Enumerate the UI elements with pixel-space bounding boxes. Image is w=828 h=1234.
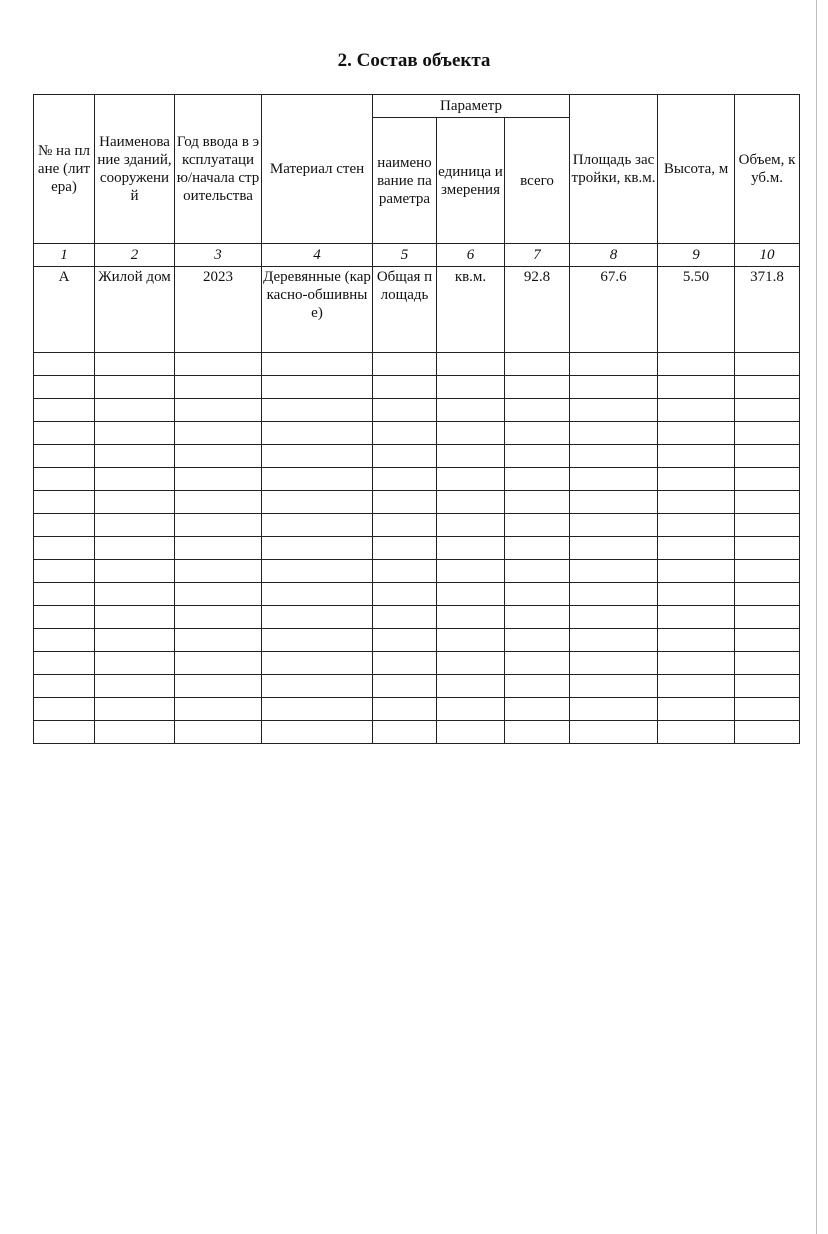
- column-number: 10: [735, 244, 800, 267]
- header-material: Материал стен: [262, 95, 373, 244]
- empty-cell: [570, 560, 658, 583]
- empty-cell: [505, 537, 570, 560]
- header-total: всего: [505, 118, 570, 244]
- empty-cell: [570, 652, 658, 675]
- column-number: 4: [262, 244, 373, 267]
- empty-cell: [95, 445, 175, 468]
- empty-cell: [570, 606, 658, 629]
- empty-cell: [373, 583, 437, 606]
- empty-cell: [735, 399, 800, 422]
- table-row: [34, 267, 800, 353]
- empty-cell: [373, 721, 437, 744]
- empty-cell: [735, 606, 800, 629]
- empty-cell: [505, 629, 570, 652]
- empty-cell: [437, 698, 505, 721]
- empty-cell: [570, 422, 658, 445]
- empty-cell: [437, 468, 505, 491]
- header-build-area: Площадь застройки, кв.м.: [570, 95, 658, 244]
- empty-cell: [373, 491, 437, 514]
- empty-cell: [262, 514, 373, 537]
- empty-cell: [95, 468, 175, 491]
- empty-table-row: [34, 583, 800, 606]
- empty-cell: [658, 445, 735, 468]
- empty-table-row: [34, 468, 800, 491]
- empty-cell: [175, 537, 262, 560]
- column-number: 3: [175, 244, 262, 267]
- empty-cell: [658, 606, 735, 629]
- cell-year: 2023: [175, 267, 262, 353]
- empty-cell: [34, 652, 95, 675]
- empty-cell: [735, 629, 800, 652]
- empty-cell: [735, 537, 800, 560]
- empty-cell: [505, 353, 570, 376]
- empty-cell: [570, 445, 658, 468]
- cell-litera: А: [34, 267, 95, 353]
- empty-cell: [437, 399, 505, 422]
- empty-cell: [373, 514, 437, 537]
- empty-table-row: [34, 721, 800, 744]
- empty-table-row: [34, 629, 800, 652]
- empty-cell: [95, 606, 175, 629]
- empty-cell: [34, 468, 95, 491]
- empty-cell: [175, 399, 262, 422]
- empty-cell: [658, 583, 735, 606]
- header-litera: № на плане (литера): [34, 95, 95, 244]
- empty-cell: [373, 675, 437, 698]
- empty-cell: [95, 399, 175, 422]
- empty-cell: [262, 698, 373, 721]
- empty-cell: [437, 537, 505, 560]
- empty-cell: [658, 376, 735, 399]
- column-number: 6: [437, 244, 505, 267]
- empty-cell: [34, 445, 95, 468]
- empty-cell: [437, 721, 505, 744]
- cell-name: Жилой дом: [95, 267, 175, 353]
- empty-cell: [505, 422, 570, 445]
- cell-param-name: Общая площадь: [373, 267, 437, 353]
- empty-table-row: [34, 537, 800, 560]
- empty-cell: [373, 422, 437, 445]
- column-number-row: [34, 244, 800, 267]
- empty-cell: [570, 399, 658, 422]
- empty-cell: [658, 629, 735, 652]
- empty-table-row: [34, 606, 800, 629]
- empty-cell: [95, 652, 175, 675]
- empty-cell: [34, 399, 95, 422]
- empty-cell: [34, 629, 95, 652]
- empty-cell: [95, 353, 175, 376]
- empty-cell: [262, 721, 373, 744]
- empty-cell: [437, 514, 505, 537]
- empty-cell: [34, 698, 95, 721]
- empty-cell: [505, 514, 570, 537]
- empty-cell: [505, 376, 570, 399]
- empty-cell: [658, 537, 735, 560]
- empty-cell: [175, 514, 262, 537]
- empty-cell: [262, 399, 373, 422]
- empty-cell: [735, 721, 800, 744]
- empty-cell: [34, 491, 95, 514]
- empty-cell: [658, 560, 735, 583]
- empty-cell: [373, 468, 437, 491]
- empty-cell: [735, 514, 800, 537]
- empty-table-row: [34, 491, 800, 514]
- empty-cell: [437, 652, 505, 675]
- empty-cell: [505, 675, 570, 698]
- empty-cell: [95, 560, 175, 583]
- empty-cell: [373, 353, 437, 376]
- page-edge: [816, 0, 817, 1234]
- object-composition-table: [33, 94, 800, 744]
- empty-table-row: [34, 514, 800, 537]
- empty-table-row: [34, 353, 800, 376]
- empty-cell: [175, 422, 262, 445]
- empty-cell: [34, 353, 95, 376]
- header-row: [34, 95, 800, 118]
- empty-cell: [34, 560, 95, 583]
- empty-cell: [175, 721, 262, 744]
- column-number: 7: [505, 244, 570, 267]
- empty-cell: [373, 629, 437, 652]
- empty-cell: [505, 698, 570, 721]
- empty-cell: [262, 537, 373, 560]
- empty-table-row: [34, 675, 800, 698]
- empty-cell: [735, 698, 800, 721]
- empty-cell: [437, 583, 505, 606]
- empty-table-row: [34, 652, 800, 675]
- empty-cell: [262, 583, 373, 606]
- empty-cell: [735, 652, 800, 675]
- header-volume: Объем, куб.м.: [735, 95, 800, 244]
- empty-table-row: [34, 422, 800, 445]
- empty-cell: [570, 468, 658, 491]
- empty-cell: [658, 491, 735, 514]
- empty-cell: [658, 514, 735, 537]
- cell-total: 92.8: [505, 267, 570, 353]
- empty-cell: [505, 468, 570, 491]
- empty-cell: [505, 560, 570, 583]
- empty-cell: [34, 422, 95, 445]
- empty-cell: [262, 445, 373, 468]
- empty-cell: [735, 376, 800, 399]
- empty-cell: [658, 652, 735, 675]
- cell-build-area: 67.6: [570, 267, 658, 353]
- header-param-name: наименование параметра: [373, 118, 437, 244]
- empty-cell: [658, 422, 735, 445]
- empty-cell: [34, 606, 95, 629]
- empty-cell: [95, 422, 175, 445]
- empty-cell: [658, 468, 735, 491]
- empty-table-row: [34, 376, 800, 399]
- empty-cell: [437, 629, 505, 652]
- empty-cell: [34, 583, 95, 606]
- empty-cell: [95, 675, 175, 698]
- empty-cell: [505, 606, 570, 629]
- empty-table-row: [34, 399, 800, 422]
- empty-cell: [735, 491, 800, 514]
- cell-material: Деревянные (каркасно-обшивные): [262, 267, 373, 353]
- empty-cell: [373, 399, 437, 422]
- empty-cell: [262, 491, 373, 514]
- empty-cell: [570, 514, 658, 537]
- empty-cell: [735, 422, 800, 445]
- empty-cell: [735, 560, 800, 583]
- empty-cell: [95, 514, 175, 537]
- empty-cell: [735, 353, 800, 376]
- empty-cell: [175, 583, 262, 606]
- empty-cell: [570, 376, 658, 399]
- section-title: 2. Состав объекта: [337, 50, 491, 71]
- empty-cell: [735, 445, 800, 468]
- empty-cell: [373, 560, 437, 583]
- empty-cell: [373, 537, 437, 560]
- empty-cell: [262, 675, 373, 698]
- empty-cell: [373, 698, 437, 721]
- empty-cell: [262, 376, 373, 399]
- empty-cell: [175, 445, 262, 468]
- empty-cell: [175, 376, 262, 399]
- empty-cell: [95, 491, 175, 514]
- empty-cell: [175, 629, 262, 652]
- empty-table-row: [34, 445, 800, 468]
- empty-cell: [437, 675, 505, 698]
- empty-cell: [175, 353, 262, 376]
- cell-height: 5.50: [658, 267, 735, 353]
- column-number: 8: [570, 244, 658, 267]
- empty-cell: [437, 353, 505, 376]
- empty-cell: [505, 445, 570, 468]
- cell-volume: 371.8: [735, 267, 800, 353]
- column-number: 9: [658, 244, 735, 267]
- empty-table-row: [34, 560, 800, 583]
- empty-cell: [437, 422, 505, 445]
- empty-cell: [262, 560, 373, 583]
- empty-cell: [570, 583, 658, 606]
- empty-cell: [175, 675, 262, 698]
- header-unit: единица измерения: [437, 118, 505, 244]
- empty-cell: [570, 491, 658, 514]
- empty-cell: [262, 422, 373, 445]
- empty-cell: [262, 629, 373, 652]
- empty-cell: [175, 491, 262, 514]
- header-parameter-group: Параметр: [373, 95, 570, 118]
- empty-cell: [373, 652, 437, 675]
- empty-cell: [95, 721, 175, 744]
- empty-cell: [505, 652, 570, 675]
- empty-cell: [262, 468, 373, 491]
- empty-cell: [437, 376, 505, 399]
- empty-cell: [373, 445, 437, 468]
- header-year: Год ввода в эксплуатацию/начала строительства: [175, 95, 262, 244]
- empty-cell: [658, 675, 735, 698]
- empty-cell: [437, 491, 505, 514]
- empty-cell: [373, 376, 437, 399]
- empty-cell: [505, 399, 570, 422]
- cell-unit: кв.м.: [437, 267, 505, 353]
- empty-cell: [437, 445, 505, 468]
- empty-cell: [373, 606, 437, 629]
- empty-cell: [34, 537, 95, 560]
- empty-table-row: [34, 698, 800, 721]
- empty-cell: [570, 537, 658, 560]
- empty-cell: [262, 606, 373, 629]
- empty-cell: [570, 675, 658, 698]
- empty-cell: [570, 698, 658, 721]
- empty-cell: [34, 376, 95, 399]
- empty-cell: [95, 583, 175, 606]
- empty-cell: [175, 468, 262, 491]
- empty-cell: [735, 468, 800, 491]
- empty-cell: [437, 560, 505, 583]
- empty-cell: [95, 698, 175, 721]
- empty-cell: [735, 583, 800, 606]
- empty-cell: [95, 629, 175, 652]
- empty-cell: [95, 537, 175, 560]
- header-height: Высота, м: [658, 95, 735, 244]
- empty-cell: [262, 353, 373, 376]
- empty-cell: [570, 721, 658, 744]
- empty-cell: [175, 560, 262, 583]
- empty-cell: [95, 376, 175, 399]
- empty-cell: [570, 353, 658, 376]
- empty-cell: [262, 652, 373, 675]
- empty-cell: [658, 399, 735, 422]
- empty-cell: [658, 721, 735, 744]
- empty-cell: [175, 698, 262, 721]
- empty-cell: [505, 491, 570, 514]
- empty-cell: [34, 675, 95, 698]
- empty-cell: [658, 353, 735, 376]
- empty-cell: [175, 652, 262, 675]
- empty-cell: [735, 675, 800, 698]
- header-name: Наименование зданий, сооружений: [95, 95, 175, 244]
- empty-cell: [437, 606, 505, 629]
- empty-cell: [505, 583, 570, 606]
- column-number: 2: [95, 244, 175, 267]
- empty-cell: [34, 514, 95, 537]
- column-number: 5: [373, 244, 437, 267]
- empty-cell: [175, 606, 262, 629]
- column-number: 1: [34, 244, 95, 267]
- empty-cell: [505, 721, 570, 744]
- empty-cell: [658, 698, 735, 721]
- empty-cell: [570, 629, 658, 652]
- empty-cell: [34, 721, 95, 744]
